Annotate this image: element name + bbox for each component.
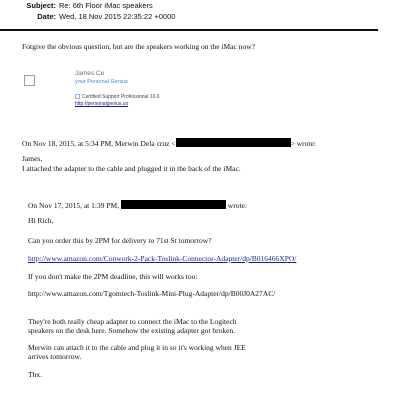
broken-image-icon	[24, 75, 35, 86]
redacted-email	[176, 138, 291, 147]
subject-label: Subject:	[26, 1, 56, 10]
subject-row	[0, 0, 400, 11]
quote1-attribution	[22, 138, 316, 149]
quote1-attribution-end: > wrote:	[290, 139, 316, 148]
signature-cert	[75, 94, 160, 100]
date-label: Date:	[37, 12, 56, 21]
quote2-paragraph-4-line-2: arrives tomorrow.	[28, 352, 82, 361]
quote1-line: I attached the adapter to the cable and plugged it in the back of the iMac.	[22, 164, 241, 173]
quote2-greeting: Hi Rich,	[28, 216, 54, 225]
amazon-link-2[interactable]: http://www.amazon.com/Tgomtech-Toslink-Mini-Plug-Adapter/dp/B00J0A27AC/	[28, 289, 276, 298]
subject-value: Re: 6th Floor iMac speakers	[59, 1, 153, 10]
signature-company[interactable]: your Personal Genius	[75, 79, 128, 85]
signature-url-link[interactable]: http://personalgenius.us	[75, 101, 129, 107]
date-row	[0, 11, 400, 22]
redacted-sender	[121, 200, 226, 209]
quote2-paragraph-2: If you don't make the 2PM deadline, this will works too:	[28, 272, 198, 281]
email-header	[0, 0, 400, 22]
header-divider	[0, 29, 378, 31]
date-value: Wed, 18 Nov 2015 22:35:22 +0000	[59, 12, 176, 21]
quote2-paragraph-3-line-1: They're both really cheap adapter to connect the iMac to the Logitech	[28, 317, 237, 326]
quote2-attribution	[28, 200, 247, 211]
quote1-greeting: James,	[22, 154, 43, 163]
amazon-link-1[interactable]: http://www.amazon.com/Conwork-2-Pack-Toslink-Connector-Adapter/dp/B016466XPO/	[28, 254, 297, 263]
signature-cert-text: Certified Support Professional 10.6	[82, 94, 160, 100]
quote2-paragraph-4-line-1: Merwin can attach it to the cable and plug it in so it's working when JEE	[28, 343, 246, 352]
quote1-attribution-start: On Nov 18, 2015, at 5:34 PM, Merwin Dela cruz <	[22, 139, 176, 148]
signature-name: James Ce	[75, 70, 105, 77]
quote2-signoff: Thx.	[28, 370, 42, 379]
quote2-attribution-start: On Nov 17, 2015, at 1:39 PM,	[28, 201, 120, 210]
certificate-icon	[75, 94, 80, 99]
quote2-paragraph-1: Can you order this by 2PM for delivery to 71st St tomorrow?	[28, 236, 212, 245]
opening-line: Forgive the obvious question, but are the speakers working on the iMac now?	[22, 42, 255, 51]
quote2-attribution-end: wrote:	[227, 201, 247, 210]
quote2-paragraph-3-line-2: speakers on the desk here. Somehow the existing adapter got broken.	[28, 326, 236, 335]
